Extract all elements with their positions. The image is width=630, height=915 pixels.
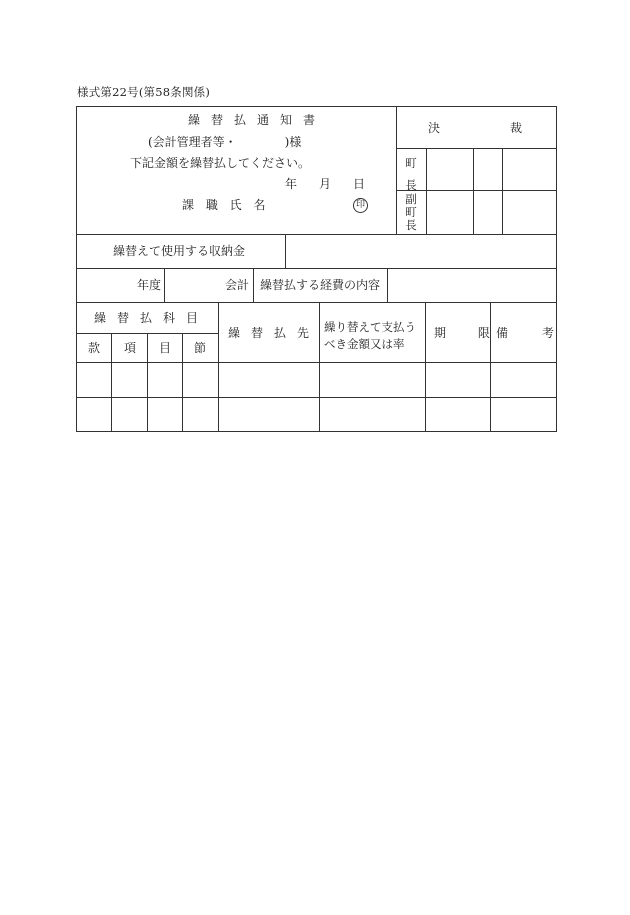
fiscal-year-label: 年度 (137, 278, 162, 292)
account-label: 会計 (225, 278, 250, 292)
rule-approval-mid (396, 190, 557, 191)
approval-header-left: 決 (428, 121, 441, 135)
notice-title: 繰替払通知書 (188, 113, 327, 127)
notice-request: 下記金額を繰替払してください。 (130, 156, 311, 170)
rule-fiscal-bottom (76, 302, 557, 303)
deadline-header: 期 限 (434, 326, 490, 340)
rule-account-split (253, 268, 254, 302)
form-number: 様式第22号(第58条関係) (77, 85, 211, 99)
date-year: 年 (285, 177, 298, 191)
subheader-kan: 款 (88, 341, 101, 355)
rule-revenue-bottom (76, 268, 557, 269)
approval-header-right: 裁 (510, 121, 523, 135)
subheader-kou: 項 (124, 341, 137, 355)
payee-header: 繰替払先 (228, 326, 321, 340)
subject-group-header: 繰替払科目 (94, 311, 210, 325)
date-day: 日 (353, 177, 366, 191)
rule-year-split (164, 268, 165, 302)
signer-label: 課 職 氏 名 (182, 198, 266, 212)
date-month: 月 (319, 177, 332, 191)
rule-revenue-split (285, 234, 286, 268)
subheader-setsu: 節 (194, 341, 207, 355)
rule-notice-bottom (76, 234, 557, 235)
rule-approval-col3 (502, 148, 503, 234)
mayor-label: 町 長 (405, 156, 417, 192)
revenue-label: 繰替えて使用する収納金 (113, 244, 246, 258)
expense-content-label: 繰替払する経費の内容 (260, 278, 381, 292)
rule-approval-left (396, 106, 397, 234)
deputy-mayor-label: 副 町 長 (405, 192, 417, 232)
remarks-header: 備 考 (496, 326, 554, 340)
notice-addressee: (会計管理者等・ )様 (148, 135, 302, 149)
rule-approval-header (396, 148, 557, 149)
subheader-moku: 目 (159, 341, 172, 355)
amount-header: 繰り替えて支払うべき金額又は率 (324, 320, 416, 351)
seal-mark: 印 (353, 198, 368, 213)
table-row (76, 397, 557, 432)
rule-approval-col2 (473, 148, 474, 234)
rule-expense-split (387, 268, 388, 302)
table-row (76, 362, 557, 397)
rule-approval-label (426, 148, 427, 234)
